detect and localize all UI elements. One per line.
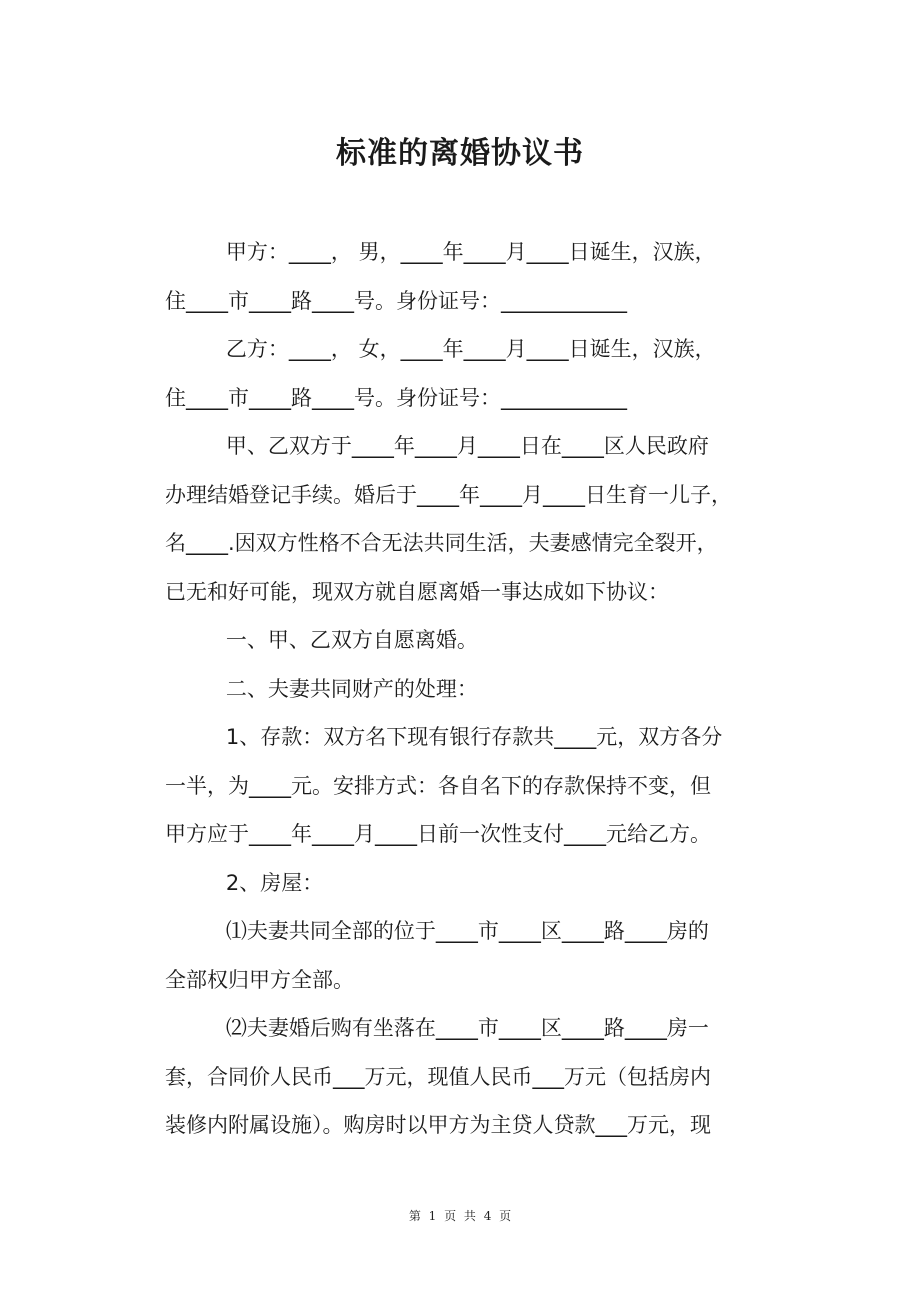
paragraph-line: 住____市____路____号。身份证号：____________: [165, 288, 627, 313]
paragraph-line: 一、甲、乙双方自愿离婚。: [225, 628, 478, 652]
paragraph-line: 名____.因双方性格不合无法共同生活，夫妻感情完全裂开，: [165, 531, 718, 555]
paragraph-line: 甲方应于____年____月____日前一次性支付____元给乙方。: [165, 822, 711, 846]
paragraph-line: 甲、乙双方于____年____月____日在____区人民政府: [225, 434, 709, 458]
paragraph-line: ⑵夫妻婚后购有坐落在____市____区____路____房一: [225, 1016, 709, 1040]
paragraph-line: 一半，为____元。安排方式：各自名下的存款保持不变，但: [165, 773, 711, 798]
paragraph-line: 乙方：____， 女，____年____月____日诞生，汉族，: [225, 337, 716, 361]
paragraph-line: ⑴夫妻共同全部的位于____市____区____路____房的: [225, 919, 709, 943]
paragraph-line: 已无和好可能，现双方就自愿离婚一事达成如下协议：: [165, 579, 669, 604]
document-body: [165, 228, 780, 1150]
paragraph-line: 套，合同价人民币___万元，现值人民币___万元（包括房内: [165, 1064, 711, 1089]
paragraph-line: 二、夫妻共同财产的处理：: [225, 676, 478, 701]
paragraph-line: 甲方：____， 男，____年____月____日诞生，汉族，: [225, 240, 716, 264]
paragraph-line: 1、存款：双方名下现有银行存款共____元，双方各分: [225, 725, 723, 749]
paragraph-line: 2、房屋：: [225, 870, 324, 895]
document-title: 标准的离婚协议书: [336, 136, 584, 171]
paragraph-line: 全部权归甲方全部。: [165, 967, 354, 992]
paragraph-line: 住____市____路____号。身份证号：____________: [165, 385, 627, 410]
page-footer: 第 1 页 共 4 页: [408, 1209, 512, 1223]
paragraph-line: 办理结婚登记手续。婚后于____年____月____日生育一儿子，: [165, 482, 732, 507]
paragraph-line: 装修内附属设施）。购房时以甲方为主贷人贷款___万元，现: [165, 1113, 711, 1137]
